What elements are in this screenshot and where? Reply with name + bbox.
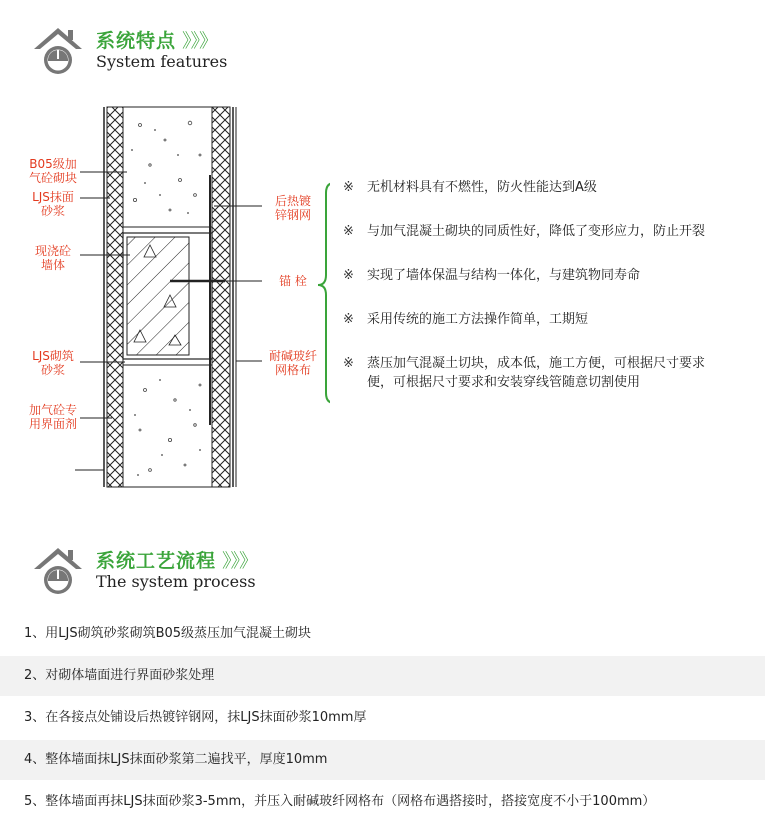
process-step: 3、在各接点处铺设后热镀锌钢网，抹LJS抹面砂浆10mm厚: [24, 710, 367, 725]
feature-item: [343, 222, 705, 241]
label-ljs-plaster: [22, 190, 84, 218]
label-line: 用界面剂: [28, 417, 77, 431]
label-line: 锌钢网: [274, 208, 311, 222]
section-title: [96, 26, 217, 53]
house-icon: [30, 542, 86, 598]
section-title-text: 系统特点: [96, 30, 177, 52]
label-interface-agent: [22, 403, 84, 431]
feature-item: [343, 310, 588, 329]
feature-text: 实现了墙体保温与结构一体化，与建筑物同寿命: [367, 268, 641, 283]
section-header-process: [30, 542, 430, 602]
label-line: 墙体: [40, 258, 65, 272]
label-line: LJS抹面: [32, 190, 74, 204]
label-line: 加气砼专: [28, 403, 77, 417]
process-step: 5、整体墙面再抹LJS抹面砂浆3-5mm，并压入耐碱玻纤网格布（网格布遇搭接时，搭接宽度不小于100mm）: [24, 794, 656, 809]
label-line: 网格布: [274, 363, 311, 377]
feature-item: [343, 266, 640, 285]
label-line: 砂浆: [40, 204, 65, 218]
process-step: 4、整体墙面抹LJS抹面砂浆第二遍找平，厚度10mm: [0, 740, 765, 780]
feature-item: [343, 354, 705, 392]
chevrons-icon: 》》》: [222, 550, 258, 572]
label-line: 后热镀: [274, 194, 311, 208]
label-line: B05级加: [29, 157, 77, 171]
feature-text: 与加气混凝土砌块的同质性好，降低了变形应力，防止开裂: [367, 224, 706, 239]
feature-text: 蒸压加气混凝土切块，成本低，施工方便，可根据尺寸要求: [367, 356, 706, 371]
label-line: 气砼砌块: [28, 171, 77, 185]
label-b05-block: [22, 157, 84, 185]
label-line: 现浇砼: [34, 244, 71, 258]
section-title-text: 系统工艺流程: [96, 550, 217, 572]
wall-section-diagram: [0, 95, 330, 495]
label-anchor-bolt: [262, 274, 324, 288]
section-subtitle: The system process: [96, 572, 256, 591]
house-icon: [30, 22, 86, 78]
feature-text: 便，可根据尺寸要求和安装穿线管随意切割使用: [367, 375, 641, 390]
reference-mark-icon: ※: [343, 356, 354, 371]
label-line: LJS砌筑: [32, 349, 74, 363]
feature-item: [343, 178, 597, 197]
label-cast-concrete: [22, 244, 84, 272]
feature-text: 采用传统的施工方法操作简单，工期短: [367, 312, 589, 327]
feature-text: 无机材料具有不燃性，防火性能达到A级: [367, 180, 597, 195]
process-step: 2、对砌体墙面进行界面砂浆处理: [0, 656, 765, 696]
chevrons-icon: 》》》: [182, 30, 218, 52]
section-title: [96, 546, 257, 573]
label-line: 砂浆: [40, 363, 65, 377]
reference-mark-icon: ※: [343, 224, 354, 239]
label-line: 锚 栓: [279, 274, 307, 288]
reference-mark-icon: ※: [343, 180, 354, 195]
label-fiberglass-mesh: [262, 349, 324, 377]
section-header-features: [30, 22, 430, 82]
reference-mark-icon: ※: [343, 268, 354, 283]
reference-mark-icon: ※: [343, 312, 354, 327]
label-galvanized-mesh: [262, 194, 324, 222]
label-line: 耐碱玻纤: [268, 349, 317, 363]
label-ljs-masonry: [22, 349, 84, 377]
section-subtitle: System features: [96, 52, 228, 71]
process-step: 1、用LJS砌筑砂浆砌筑B05级蒸压加气混凝土砌块: [24, 626, 312, 641]
